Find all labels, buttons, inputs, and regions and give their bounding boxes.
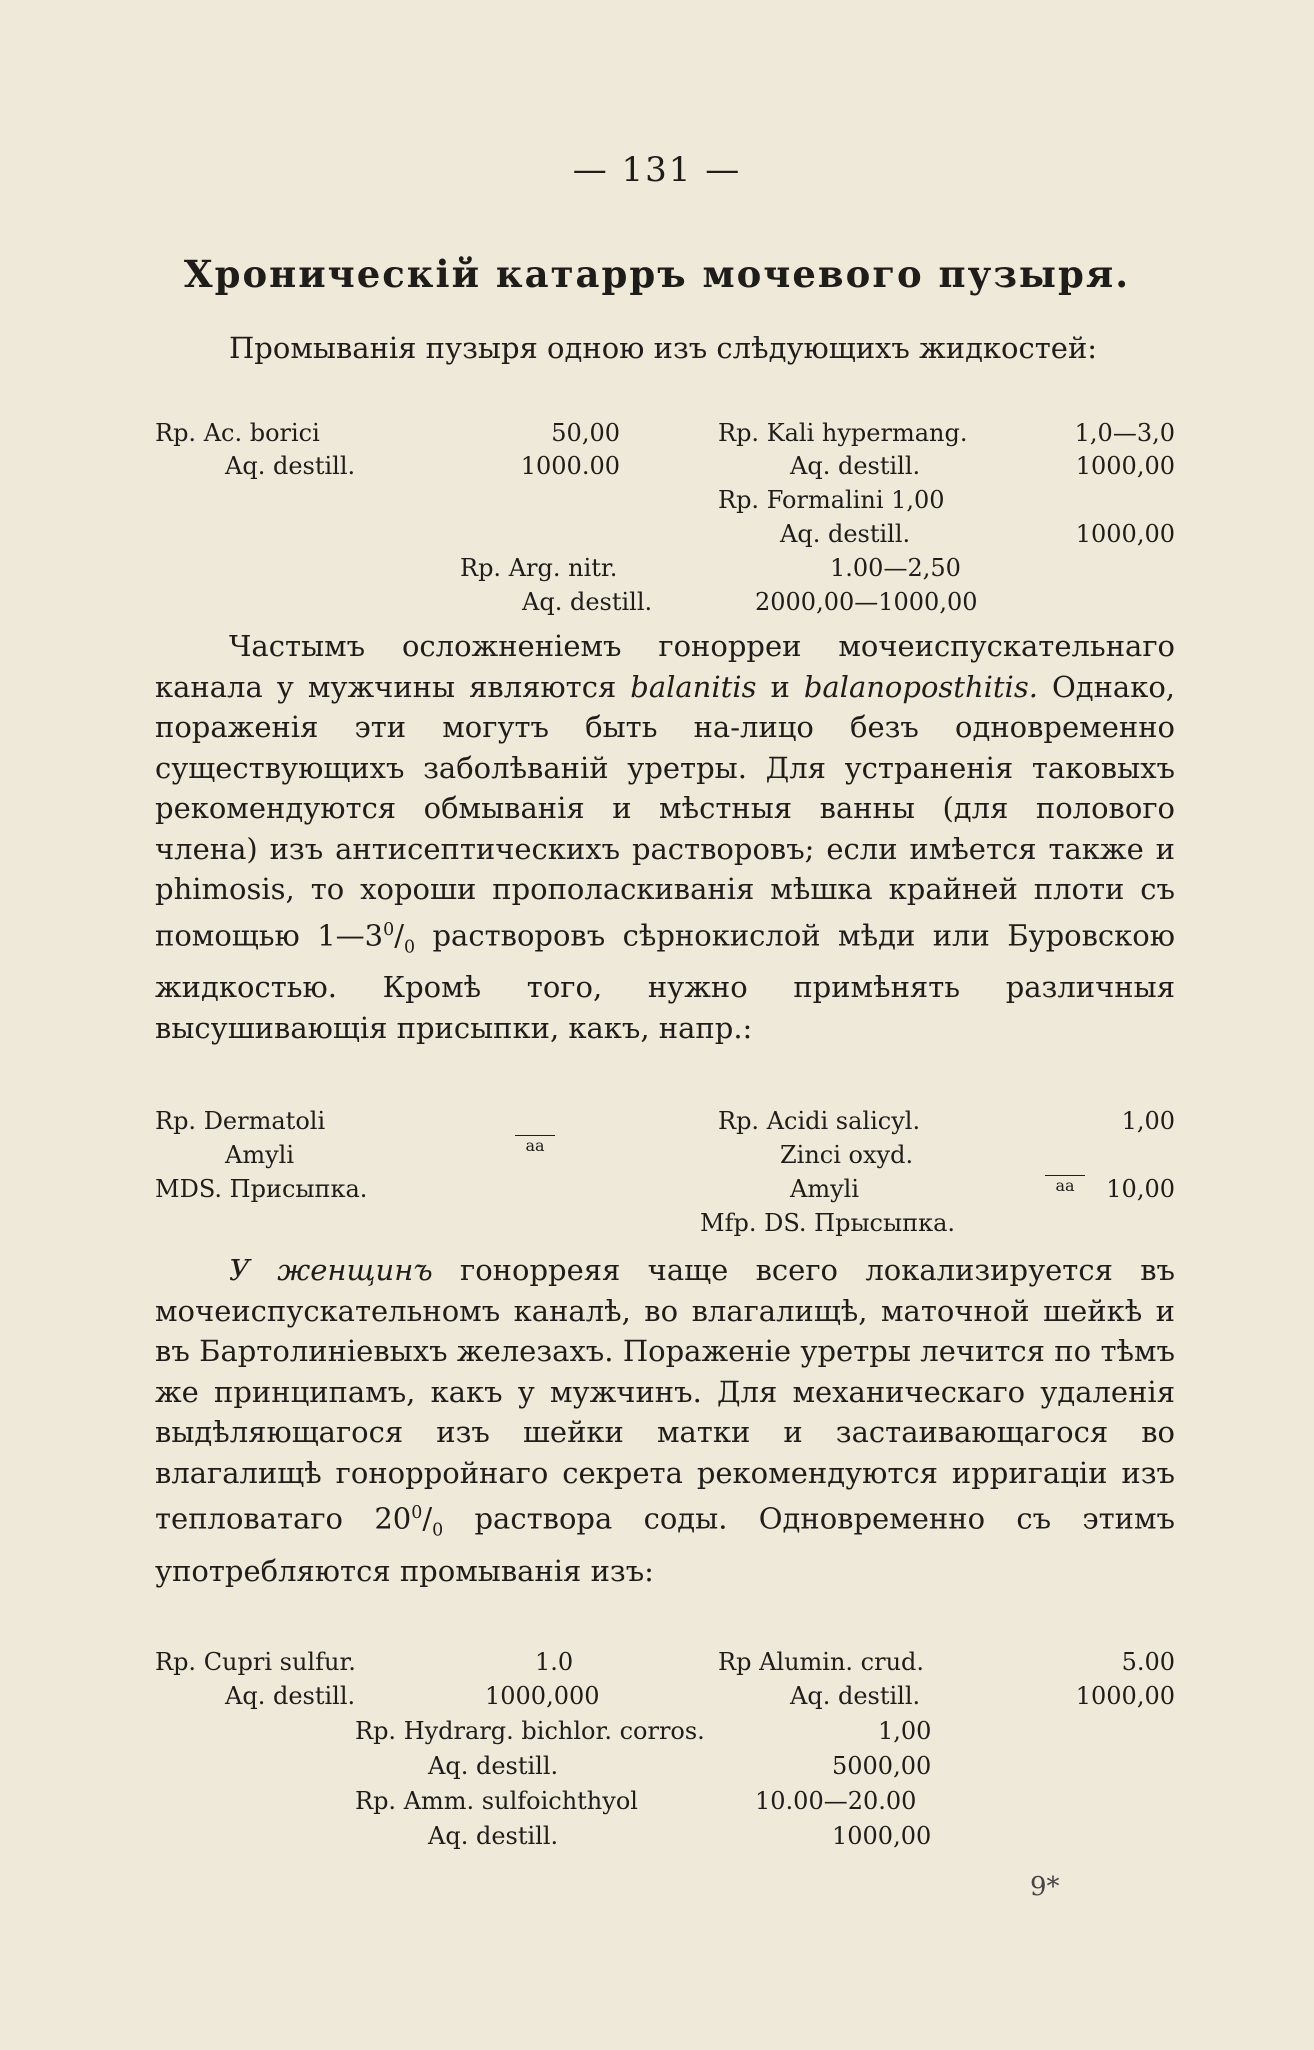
rx-alumin-value2: 1000,00 [1075,1682,1175,1710]
term-balanitis: balanitis [630,669,757,704]
rx-boric-value2: 1000.00 [520,452,620,480]
rx-salicyl-line2: Zinci oxyd. [780,1141,914,1169]
rx-alumin-line1: Rp Alumin. crud. [718,1648,925,1676]
rx-ichthyol-value2: 1000,00 [832,1822,932,1850]
rx-alumin-line2: Aq. destill. [790,1682,921,1710]
rx-kali-line1: Rp. Kali hypermang. [718,419,968,447]
term-balanoposthitis: balanoposthitis. [803,669,1038,704]
paragraph-3-text-a: гонорреяя чаще всего локализируется въ мочеиспускательномъ каналѣ, во влагалищѣ, маточной шейкѣ и въ Бартолиніевыхъ железахъ. Пораженіе уретры лечится по тѣмъ же принципамъ, какъ у мужчинъ. Для механическаго удаленія выдѣляющагося изъ шейки матки и застаивающагося во влагалищѣ гонорройнаго секрета рекомендуются ирригаціи изъ тепловатаго 20 [155,1253,1175,1536]
paragraph-1-text: Промыванія пузыря одною изъ слѣдующихъ жидкостей: [229,331,1098,365]
rx-formalin-line2: Aq. destill. [780,520,911,548]
rx-hydrarg-line2: Aq. destill. [428,1752,559,1780]
rx-dermatol-line1: Rp. Dermatoli [155,1107,326,1135]
paragraph-2-text-b: и [756,669,804,704]
rx-hydrarg-value1: 1,00 [878,1717,932,1745]
rx-boric-line1: Rp. Ac. borici [155,419,320,447]
rx-kali-line2: Aq. destill. [790,452,921,480]
rx-dermatol-line2: Amyli [225,1141,294,1169]
section-title: Хроническій катарръ мочевого пузыря. [183,252,1131,296]
rx-salicyl-line4: Mfp. DS. Прысыпка. [700,1209,956,1237]
rx-salicyl-value3: 10,00 [1106,1175,1175,1203]
aa-label-1: aa [525,1136,545,1155]
rx-argentum-value2: 2000,00—1000,00 [755,588,978,616]
rx-cupri-value1: 1.0 [535,1648,574,1676]
paragraph-3-text-b: раствора соды. Одновременно съ этимъ употребляются промыванія изъ: [155,1501,1175,1588]
rx-formalin-value2: 1000,00 [1075,520,1175,548]
rx-salicyl-line1: Rp. Acidi salicyl. [718,1107,921,1135]
paragraph-1 [155,328,1175,369]
term-u-zhenshchin: У женщинъ [229,1253,433,1287]
page-number: — 131 — [572,150,742,190]
rx-kali-value2: 1000,00 [1075,452,1175,480]
rx-dermatol-line3: MDS. Присыпка. [155,1175,368,1203]
rx-cupri-value2: 1000,000 [485,1682,600,1710]
rx-ichthyol-line1: Rp. Amm. sulfoichthyol [355,1787,638,1815]
paragraph-3: У женщинъ гонорреяя чаще всего локализируется въ мочеиспускательномъ каналѣ, во влагалищѣ, маточной шейкѣ и въ Бартолиніевыхъ железахъ. Пораженіе уретры лечится по тѣмъ же принципамъ, какъ у мужчинъ. Для механическаго удаленія выдѣляющагося изъ шейки матки и застаивающагося во влагалищѣ гонорройнаго секрета рекомендуются ирригаціи изъ тепловатаго $20^0/_0$ раствора соды. Одновременно съ этимъ употребляются промыванія изъ: [155,1253,1175,1588]
rx-salicyl-line3: Amyli [790,1175,859,1203]
aa-bracket-1 [510,1135,560,1155]
rx-ichthyol-line2: Aq. destill. [428,1822,559,1850]
rx-cupri-line1: Rp. Cupri sulfur. [155,1648,356,1676]
signature-mark: 9* [1030,1872,1060,1902]
rx-ichthyol-value1: 10.00—20.00 [755,1787,917,1815]
paragraph-2-text-a: Частымъ осложненіемъ гонорреи мочеиспускательнаго канала у мужчины являются [155,629,1175,704]
rx-cupri-line2: Aq. destill. [225,1682,356,1710]
rx-alumin-value1: 5.00 [1121,1648,1175,1676]
rx-formalin-line1: Rp. Formalini 1,00 [718,486,945,514]
rx-hydrarg-value2: 5000,00 [832,1752,932,1780]
rx-boric-value1: 50,00 [551,419,620,447]
rx-boric-line2: Aq. destill. [225,452,356,480]
aa-label-2: aa [1055,1176,1075,1195]
rx-hydrarg-line1: Rp. Hydrarg. bichlor. corros. [355,1717,705,1745]
paragraph-2: Частымъ осложненіемъ гонорреи мочеиспускательнаго канала у мужчины являются balanitis и balanoposthitis. Однако, пораженія эти могутъ быть на-лицо безъ одновременно существующихъ заболѣваній уретры. Для устраненія таковыхъ рекомендуются обмыванія и мѣстныя ванны (для полового члена) изъ антисептическихъ растворовъ; если имѣется также и phimosis, то хороши прополаскиванія мѣшка крайней плоти съ помощью $1—3^0/_0$ растворовъ сѣрнокислой мѣди или Буровскою жидкостью. Кромѣ того, нужно примѣнять различныя высушивающія присыпки, какъ, напр.: [155,629,1176,1045]
percent-sign-2: 0 [432,1520,444,1541]
rx-argentum-line2: Aq. destill. [522,588,653,616]
rx-salicyl-value1: 1,00 [1121,1107,1175,1135]
rx-argentum-value1: 1.00—2,50 [830,554,961,582]
rx-argentum-line1: Rp. Arg. nitr. [460,554,618,582]
percent-sign: 0 [403,936,416,957]
paragraph-2-text-c: Однако, пораженія эти могутъ быть на-лицо безъ одновременно существующихъ заболѣваній уретры. Для устраненія таковыхъ рекомендуются обмыванія и мѣстныя ванны (для полового члена) изъ антисептическихъ растворовъ; если имѣется также и phimosis, то хороши прополаскиванія мѣшка крайней плоти съ помощью 1—3 [155,669,1176,953]
paragraph-2-text-d: растворовъ сѣрнокислой мѣди или Буровскою жидкостью. Кромѣ того, нужно примѣнять различныя высушивающія присыпки, какъ, напр.: [155,918,1175,1045]
rx-kali-value1: 1,0—3,0 [1074,419,1175,447]
